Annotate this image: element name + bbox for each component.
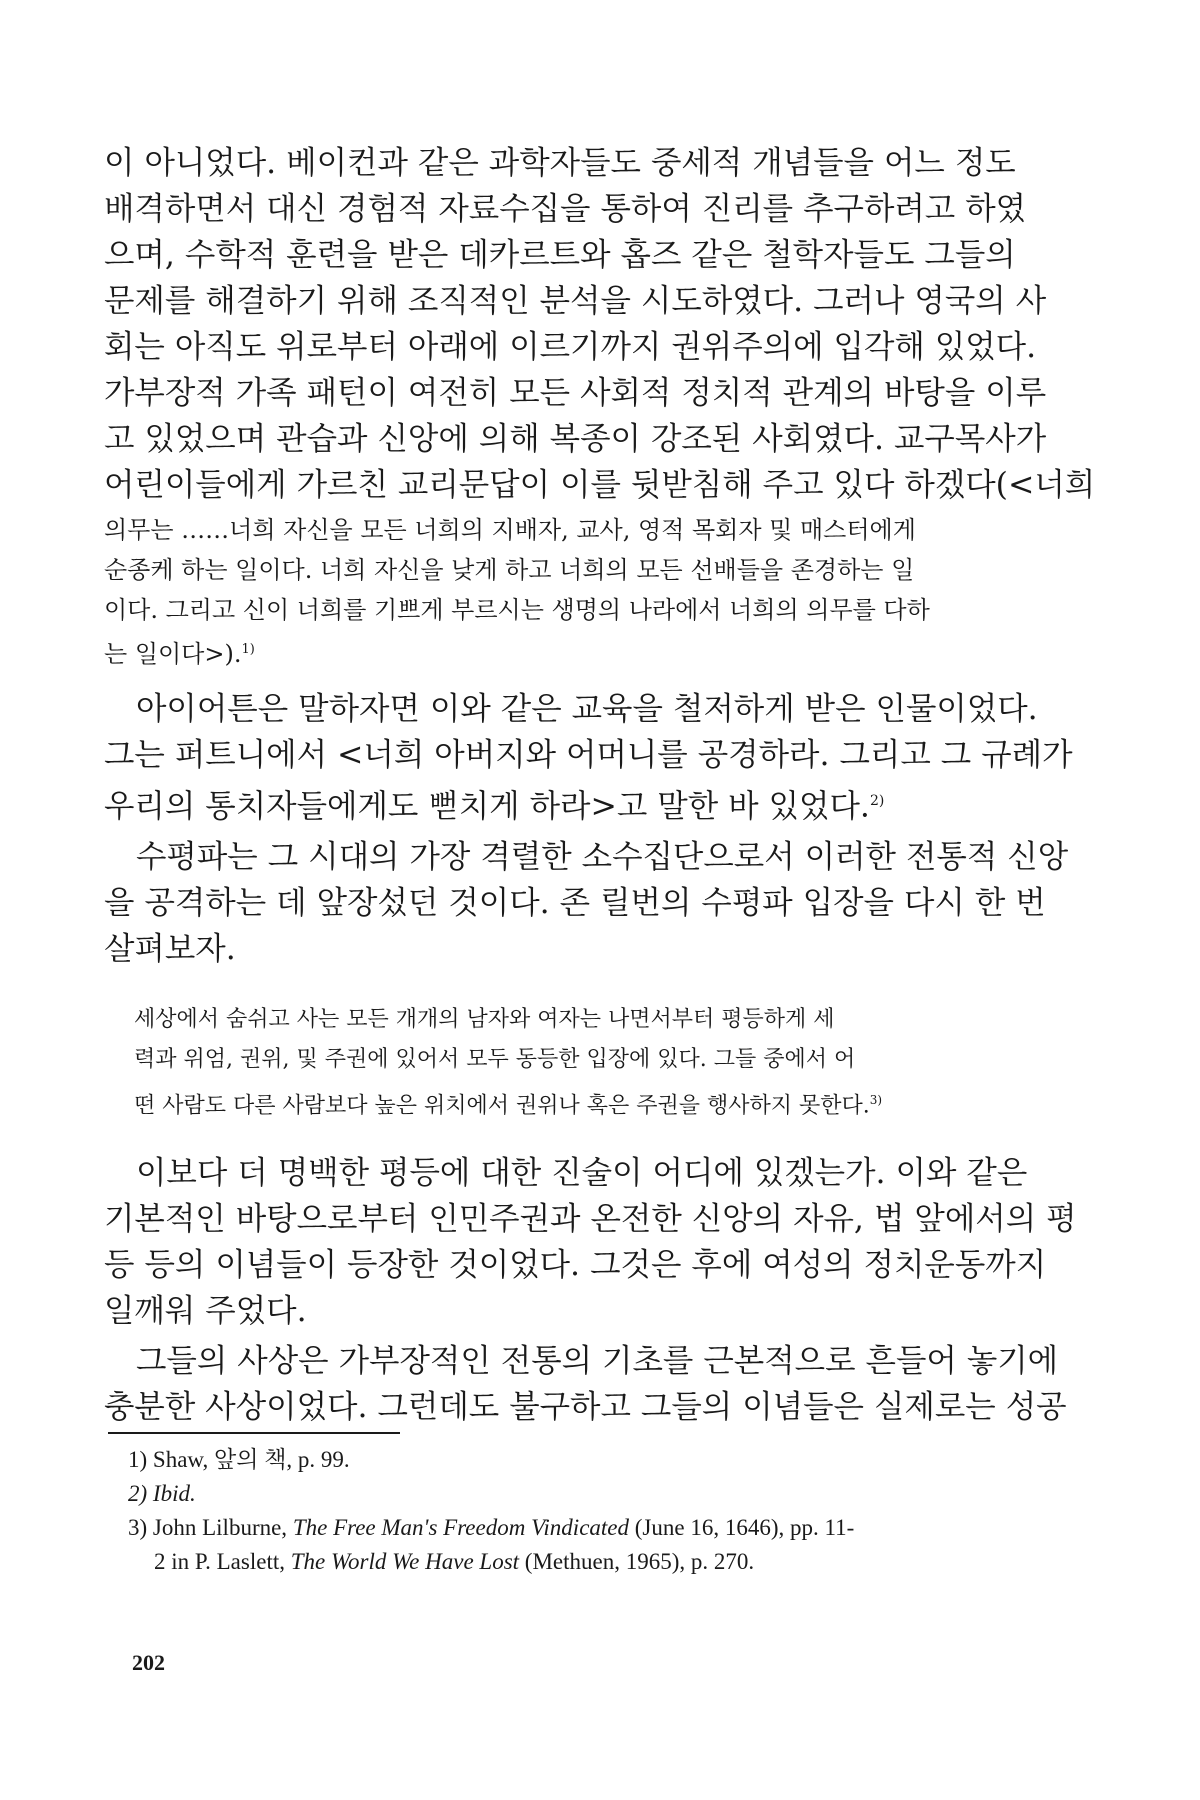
footnote-ref-2: 2) xyxy=(869,793,885,809)
catechism-line-2: 순종케 하는 일이다. 너희 자신을 낮게 하고 너희의 모든 선배들을 존경하는 일 xyxy=(104,556,915,584)
quote-line-2: 력과 위엄, 권위, 및 주권에 있어서 모두 동등한 입장에 있다. 그들 중에서 어 xyxy=(134,1047,856,1072)
body-line-3: 으며, 수학적 훈련을 받은 데카르트와 홉즈 같은 철학자들도 그들의 xyxy=(104,237,1016,273)
footnote-divider xyxy=(108,1432,400,1434)
para2-line-3-text: 우리의 통치자들에게도 뻗치게 하라>고 말한 바 있었다. xyxy=(104,788,870,825)
quote-line-3-text: 떤 사람도 다른 사람보다 높은 위치에서 권위나 혹은 주권을 행사하지 못한다. xyxy=(134,1093,870,1119)
after-line-1: 이보다 더 명백한 평등에 대한 진술이 어디에 있겠는가. 이와 같은 xyxy=(136,1155,1028,1191)
body-line-7: 고 있었으며 관습과 신앙에 의해 복종이 강조된 사회였다. 교구목사가 xyxy=(104,421,1047,457)
catechism-line-4-text: 는 일이다>). xyxy=(104,640,242,668)
footnote-2-text: 2) Ibid. xyxy=(128,1481,196,1506)
body-line-6: 가부장적 가족 패턴이 여전히 모든 사회적 정치적 관계의 바탕을 이루 xyxy=(104,375,1047,411)
quote-line-3 xyxy=(134,1080,882,1126)
quote-line-1: 세상에서 숨쉬고 사는 모든 개개의 남자와 여자는 나면서부터 평등하게 세 xyxy=(134,1007,835,1032)
catechism-line-1: 의무는 ……너희 자신을 모든 너희의 지배자, 교사, 영적 목회자 및 매스터에게 xyxy=(104,516,916,544)
para2-line-2: 그는 퍼트니에서 <너희 아버지와 어머니를 공경하라. 그리고 그 규례가 xyxy=(104,737,1073,773)
after-line-6: 충분한 사상이었다. 그런데도 불구하고 그들의 이념들은 실제로는 성공 xyxy=(104,1389,1067,1425)
catechism-line-3: 이다. 그리고 신이 너희를 기쁘게 부르시는 생명의 나라에서 너희의 의무를 다하 xyxy=(104,596,930,624)
footnote-3-line-1 xyxy=(128,1510,854,1546)
footnote-3-author: 3) John Lilburne, xyxy=(128,1515,293,1540)
para2-line-3 xyxy=(104,778,884,830)
body-line-4: 문제를 해결하기 위해 조직적인 분석을 시도하였다. 그러나 영국의 사 xyxy=(104,283,1047,319)
body-line-8: 어린이들에게 가르친 교리문답이 이를 뒷받침해 주고 있다 하겠다(<너희 xyxy=(104,467,1096,503)
page-number: 202 xyxy=(132,1650,165,1675)
body-line-5: 회는 아직도 위로부터 아래에 이르기까지 권위주의에 입각해 있었다. xyxy=(104,329,1037,365)
after-line-3: 등 등의 이념들이 등장한 것이었다. 그것은 후에 여성의 정치운동까지 xyxy=(104,1247,1047,1283)
after-line-4: 일깨워 주었다. xyxy=(104,1293,307,1329)
footnote-2 xyxy=(128,1476,196,1512)
footnote-3-date: (June 16, 1646), pp. 11- xyxy=(629,1515,855,1540)
para3-line-3: 살펴보자. xyxy=(104,931,236,967)
para2-line-1: 아이어튼은 말하자면 이와 같은 교육을 철저하게 받은 인물이었다. xyxy=(136,691,1038,727)
footnote-3-book-title: The World We Have Lost xyxy=(290,1549,520,1574)
footnote-3-in: 2 in P. Laslett, xyxy=(154,1549,291,1574)
after-line-5: 그들의 사상은 가부장적인 전통의 기초를 근본적으로 흔들어 놓기에 xyxy=(136,1343,1059,1379)
footnote-3-publisher: (Methuen, 1965), p. 270. xyxy=(519,1549,755,1574)
body-line-1: 이 아니었다. 베이컨과 같은 과학자들도 중세적 개념들을 어느 정도 xyxy=(104,145,1016,181)
footnote-1: 1) Shaw, 앞의 책, p. 99. xyxy=(128,1447,350,1472)
after-line-2: 기본적인 바탕으로부터 인민주권과 온전한 신앙의 자유, 법 앞에서의 평 xyxy=(104,1201,1077,1237)
body-line-2: 배격하면서 대신 경험적 자료수집을 통하여 진리를 추구하려고 하였 xyxy=(104,191,1027,227)
catechism-line-4 xyxy=(104,630,255,674)
para3-line-2: 을 공격하는 데 앞장섰던 것이다. 존 릴번의 수평파 입장을 다시 한 번 xyxy=(104,885,1046,921)
footnote-ref-3: 3) xyxy=(869,1093,883,1107)
para3-line-1: 수평파는 그 시대의 가장 격렬한 소수집단으로서 이러한 전통적 신앙 xyxy=(136,839,1069,875)
footnote-3-title: The Free Man's Freedom Vindicated xyxy=(292,1515,630,1540)
footnote-3-line-2 xyxy=(154,1544,754,1580)
footnote-ref-1: 1) xyxy=(241,642,255,657)
